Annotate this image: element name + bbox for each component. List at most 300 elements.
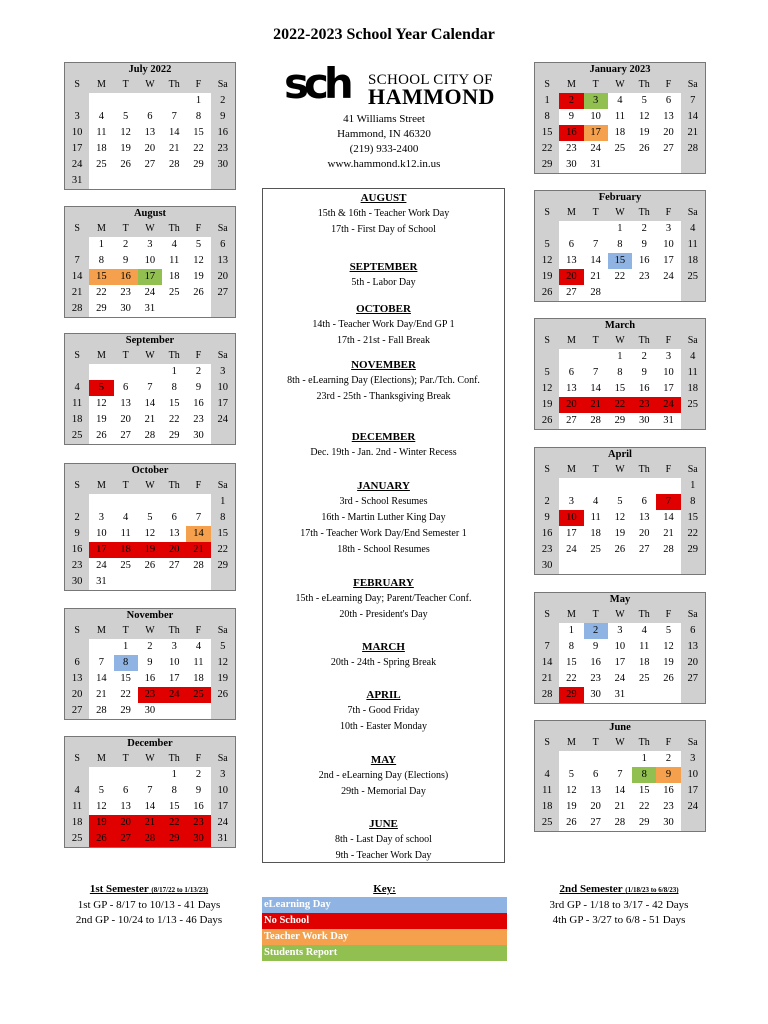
weekday-label: S — [535, 77, 559, 93]
day-cell: 4 — [641, 625, 647, 636]
day-cell: 18 — [590, 528, 601, 539]
empty-cell — [186, 494, 210, 510]
day-cell: 12 — [144, 528, 156, 539]
day-cell: 14 — [65, 269, 89, 285]
day-cell: 20 — [144, 143, 156, 154]
day-cell: 12 — [663, 641, 674, 652]
event-month-heading: JANUARY — [357, 480, 410, 492]
day-cell: 23 — [566, 143, 577, 154]
weekday-label: S — [65, 623, 89, 639]
weekday-label: Sa — [211, 221, 235, 237]
day-cell: 15 — [614, 383, 626, 394]
day-cell: 10 — [211, 380, 235, 396]
weekday-label: T — [584, 735, 608, 751]
empty-cell — [584, 751, 608, 767]
day-cell: 8 — [98, 255, 105, 266]
weekday-label: W — [608, 333, 632, 349]
day-cell: 24 — [614, 673, 626, 684]
day-cell: 1 — [535, 93, 559, 109]
day-cell: 28 — [590, 287, 601, 298]
week-row — [535, 93, 705, 109]
day-cell: 12 — [96, 801, 107, 812]
day-cell: 10 — [211, 783, 235, 799]
event-line: 2nd - eLearning Day (Elections) — [318, 770, 449, 781]
day-cell: 25 — [65, 428, 89, 444]
day-cell: 18 — [614, 127, 626, 138]
day-cell: 16 — [114, 269, 138, 285]
event-line: 9th - Teacher Work Day — [335, 850, 432, 861]
day-cell: 26 — [96, 430, 107, 441]
empty-cell — [114, 173, 138, 189]
day-cell: 30 — [144, 705, 156, 716]
event-section — [263, 302, 504, 349]
day-cell: 3 — [665, 223, 672, 234]
weekday-label: S — [535, 607, 559, 623]
week-row — [65, 93, 235, 109]
event-line: 8th - eLearning Day (Elections); Par./Tch. Conf. — [287, 375, 480, 386]
day-cell: 22 — [614, 271, 626, 282]
day-cell: 9 — [641, 367, 647, 378]
weekday-label: T — [114, 751, 138, 767]
empty-cell — [162, 703, 186, 719]
week-row — [535, 815, 705, 831]
day-cell: 26 — [144, 560, 156, 571]
week-row — [535, 349, 705, 365]
day-cell: 9 — [656, 767, 680, 783]
day-cell: 16 — [559, 125, 583, 141]
day-cell: 6 — [593, 769, 599, 780]
empty-cell — [114, 494, 138, 510]
day-cell: 8 — [617, 367, 623, 378]
day-cell: 26 — [638, 143, 650, 154]
day-cell: 28 — [590, 415, 601, 426]
day-cell: 13 — [566, 383, 577, 394]
day-cell: 17 — [168, 673, 180, 684]
day-cell: 9 — [535, 510, 559, 526]
day-cell: 22 — [681, 526, 705, 542]
empty-cell — [559, 751, 583, 767]
weekday-label: T — [114, 77, 138, 93]
day-cell: 25 — [681, 269, 705, 285]
empty-cell — [559, 478, 583, 494]
day-cell: 5 — [195, 239, 202, 250]
weekday-label: S — [65, 751, 89, 767]
day-cell: 26 — [89, 831, 113, 847]
day-cell: 4 — [98, 111, 105, 122]
day-cell: 7 — [65, 253, 89, 269]
day-cell: 20 — [162, 542, 186, 558]
day-cell: 23 — [535, 542, 559, 558]
day-cell: 2 — [195, 769, 202, 780]
day-cell: 21 — [584, 397, 608, 413]
event-section — [263, 260, 504, 291]
event-line: 16th - Martin Luther King Day — [321, 512, 446, 523]
address-phone: (219) 933-2400 — [349, 143, 419, 155]
day-cell: 16 — [193, 801, 204, 812]
month-calendar-september — [64, 333, 236, 445]
weekday-label: Sa — [211, 623, 235, 639]
key-teacher-work-day: Teacher Work Day — [262, 929, 507, 945]
weekday-label: Th — [632, 735, 656, 751]
empty-cell — [211, 428, 235, 444]
day-cell: 4 — [681, 349, 705, 365]
day-cell: 22 — [162, 815, 186, 831]
day-cell: 26 — [535, 413, 559, 429]
day-cell: 8 — [535, 109, 559, 125]
empty-cell — [65, 767, 89, 783]
event-line: 20th - 24th - Spring Break — [330, 657, 437, 668]
day-cell: 24 — [144, 287, 156, 298]
day-cell: 24 — [96, 560, 107, 571]
day-cell: 25 — [614, 143, 626, 154]
day-cell: 23 — [590, 673, 601, 684]
day-cell: 9 — [211, 109, 235, 125]
day-cell: 2 — [65, 510, 89, 526]
week-row — [65, 831, 235, 847]
month-name: August — [65, 207, 235, 221]
day-cell: 30 — [590, 689, 601, 700]
day-cell: 20 — [114, 815, 138, 831]
event-line: 5th - Labor Day — [351, 277, 416, 288]
day-cell: 1 — [123, 641, 129, 652]
day-cell: 13 — [663, 111, 674, 122]
day-cell: 27 — [566, 415, 577, 426]
day-cell: 31 — [65, 173, 89, 189]
day-cell: 23 — [193, 414, 204, 425]
month-name: July 2022 — [65, 63, 235, 77]
day-cell: 27 — [114, 831, 138, 847]
day-cell: 21 — [614, 801, 626, 812]
day-cell: 20 — [590, 801, 601, 812]
day-cell: 17 — [584, 125, 608, 141]
day-cell: 10 — [614, 641, 626, 652]
week-row — [535, 639, 705, 655]
month-calendar-july — [64, 62, 236, 190]
day-cell: 23 — [638, 271, 650, 282]
empty-cell — [535, 221, 559, 237]
day-cell: 20 — [211, 269, 235, 285]
day-cell: 12 — [535, 253, 559, 269]
day-cell: 5 — [98, 785, 105, 796]
weekday-label: Sa — [211, 478, 235, 494]
weekday-label: T — [584, 333, 608, 349]
weekday-label: M — [559, 77, 583, 93]
logo-line1: SCHOOL CITY OF — [368, 72, 493, 88]
empty-cell — [632, 558, 656, 574]
weekday-label: Th — [162, 478, 186, 494]
day-cell: 3 — [681, 751, 705, 767]
day-cell: 28 — [663, 544, 674, 555]
day-cell: 7 — [147, 785, 153, 796]
day-cell: 25 — [638, 673, 650, 684]
day-cell: 30 — [535, 558, 559, 574]
weekday-label: Th — [632, 607, 656, 623]
day-cell: 23 — [211, 141, 235, 157]
day-cell: 19 — [535, 269, 559, 285]
day-cell: 8 — [632, 767, 656, 783]
empty-cell — [535, 623, 559, 639]
day-cell: 25 — [96, 159, 107, 170]
week-row — [65, 542, 235, 558]
day-cell: 14 — [96, 673, 107, 684]
day-cell: 24 — [566, 544, 577, 555]
day-cell: 10 — [590, 111, 601, 122]
month-name: October — [65, 464, 235, 478]
event-line: 7th - Good Friday — [347, 705, 420, 716]
empty-cell — [632, 478, 656, 494]
day-cell: 25 — [120, 560, 131, 571]
empty-cell — [65, 93, 89, 109]
day-cell: 10 — [681, 767, 705, 783]
day-cell: 12 — [193, 255, 204, 266]
day-cell: 25 — [65, 831, 89, 847]
day-cell: 4 — [123, 512, 129, 523]
weekday-label: Sa — [681, 607, 705, 623]
event-month-heading: JUNE — [369, 818, 398, 830]
month-calendar-april — [534, 447, 706, 575]
weekday-header — [535, 205, 705, 221]
day-cell: 1 — [171, 366, 177, 377]
day-cell: 21 — [168, 143, 180, 154]
day-cell: 13 — [590, 785, 601, 796]
event-line: 18th - School Resumes — [337, 544, 430, 555]
event-line: 3rd - School Resumes — [339, 496, 428, 507]
day-cell: 14 — [590, 255, 601, 266]
weekday-label: F — [656, 205, 680, 221]
day-cell: 18 — [168, 271, 180, 282]
day-cell: 27 — [120, 430, 131, 441]
weekday-label: S — [535, 333, 559, 349]
month-calendar-august — [64, 206, 236, 318]
empty-cell — [535, 349, 559, 365]
week-row — [65, 526, 235, 542]
address-website: www.hammond.k12.in.us — [327, 158, 441, 170]
day-cell: 11 — [535, 783, 559, 799]
day-cell: 13 — [120, 801, 131, 812]
empty-cell — [138, 93, 162, 109]
day-cell: 4 — [195, 641, 202, 652]
day-cell: 25 — [168, 287, 180, 298]
month-calendar-october — [64, 463, 236, 591]
day-cell: 30 — [65, 574, 89, 590]
day-cell: 10 — [96, 528, 107, 539]
weekday-label: F — [656, 462, 680, 478]
day-cell: 19 — [566, 801, 577, 812]
day-cell: 6 — [123, 785, 129, 796]
day-cell: 11 — [65, 799, 89, 815]
week-row — [535, 767, 705, 783]
weekday-label: T — [584, 607, 608, 623]
semester2-block — [534, 882, 704, 928]
event-section — [263, 479, 504, 558]
day-cell: 11 — [120, 528, 131, 539]
day-cell: 16 — [65, 542, 89, 558]
day-cell: 6 — [123, 382, 129, 393]
weekday-label: M — [89, 751, 113, 767]
day-cell: 21 — [65, 285, 89, 301]
day-cell: 18 — [96, 143, 107, 154]
weekday-label: F — [656, 333, 680, 349]
weekday-label: T — [114, 478, 138, 494]
day-cell: 29 — [681, 542, 705, 558]
weekday-label: S — [65, 221, 89, 237]
day-cell: 1 — [98, 239, 105, 250]
day-cell: 27 — [168, 560, 180, 571]
week-row — [535, 751, 705, 767]
week-row — [535, 285, 705, 301]
day-cell: 28 — [681, 141, 705, 157]
weekday-label: S — [65, 77, 89, 93]
day-cell: 26 — [193, 287, 204, 298]
day-cell: 27 — [681, 671, 705, 687]
day-cell: 11 — [96, 127, 107, 138]
event-line: 15th & 16th - Teacher Work Day — [317, 208, 450, 219]
day-cell: 27 — [638, 544, 650, 555]
day-cell: 7 — [98, 657, 105, 668]
day-cell: 5 — [535, 237, 559, 253]
day-cell: 13 — [65, 671, 89, 687]
day-cell: 1 — [681, 478, 705, 494]
semester1-gp2: 2nd GP - 10/24 to 1/13 - 46 Days — [75, 914, 223, 926]
day-cell: 5 — [123, 111, 129, 122]
empty-cell — [681, 413, 705, 429]
day-cell: 26 — [120, 159, 131, 170]
page-title: 2022-2023 School Year Calendar — [273, 26, 495, 43]
day-cell: 13 — [168, 528, 180, 539]
week-row — [535, 397, 705, 413]
day-cell: 21 — [186, 542, 210, 558]
day-cell: 8 — [681, 494, 705, 510]
weekday-label: Th — [632, 205, 656, 221]
week-row — [65, 671, 235, 687]
day-cell: 16 — [590, 657, 601, 668]
day-cell: 14 — [590, 383, 601, 394]
week-row — [535, 125, 705, 141]
event-line: 14th - Teacher Work Day/End GP 1 — [312, 319, 455, 330]
event-line: 17th - First Day of School — [331, 224, 436, 235]
day-cell: 10 — [144, 255, 156, 266]
weekday-label: M — [559, 735, 583, 751]
weekday-label: W — [138, 623, 162, 639]
empty-cell — [162, 301, 186, 317]
empty-cell — [138, 173, 162, 189]
weekday-label: F — [656, 607, 680, 623]
week-row — [535, 542, 705, 558]
day-cell: 2 — [559, 93, 583, 109]
weekday-label: W — [138, 348, 162, 364]
empty-cell — [186, 301, 210, 317]
day-cell: 18 — [638, 657, 650, 668]
day-cell: 19 — [535, 397, 559, 413]
week-row — [535, 510, 705, 526]
semester1-title: 1st Semester (8/17/22 to 1/13/23) — [89, 883, 209, 895]
event-month-heading: MAY — [370, 754, 397, 766]
weekday-label: M — [559, 205, 583, 221]
day-cell: 5 — [641, 95, 647, 106]
weekday-header — [535, 462, 705, 478]
day-cell: 26 — [663, 673, 674, 684]
events-list — [262, 188, 505, 863]
month-calendar-january — [534, 62, 706, 174]
day-cell: 21 — [144, 414, 156, 425]
event-line: 17th - 21st - Fall Break — [336, 335, 431, 346]
week-row — [535, 237, 705, 253]
day-cell: 15 — [535, 125, 559, 141]
month-name: June — [535, 721, 705, 735]
weekday-header — [65, 221, 235, 237]
empty-cell — [65, 494, 89, 510]
day-cell: 11 — [590, 512, 601, 523]
key-no-school: No School — [262, 913, 507, 929]
empty-cell — [632, 285, 656, 301]
month-calendar-march — [534, 318, 706, 430]
day-cell: 29 — [193, 159, 204, 170]
weekday-header — [535, 735, 705, 751]
day-cell: 22 — [120, 689, 131, 700]
day-cell: 11 — [681, 365, 705, 381]
logo-line2: HAMMOND — [368, 84, 495, 109]
day-cell: 19 — [211, 671, 235, 687]
day-cell: 1 — [617, 223, 623, 234]
weekday-label: Sa — [211, 348, 235, 364]
day-cell: 20 — [638, 528, 650, 539]
event-line: 23rd - 25th - Thanksgiving Break — [316, 391, 451, 402]
day-cell: 20 — [65, 687, 89, 703]
day-cell: 27 — [211, 285, 235, 301]
day-cell: 6 — [568, 239, 575, 250]
day-cell: 18 — [681, 253, 705, 269]
day-cell: 2 — [641, 351, 647, 362]
week-row — [535, 799, 705, 815]
week-row — [535, 109, 705, 125]
key-title: Key: — [373, 883, 396, 895]
day-cell: 20 — [120, 414, 131, 425]
day-cell: 6 — [568, 367, 575, 378]
weekday-label: W — [138, 77, 162, 93]
empty-cell — [681, 157, 705, 173]
weekday-label: Sa — [681, 462, 705, 478]
day-cell: 4 — [681, 221, 705, 237]
empty-cell — [656, 285, 680, 301]
week-row — [65, 655, 235, 671]
weekday-label: T — [114, 623, 138, 639]
day-cell: 1 — [641, 753, 647, 764]
day-cell: 11 — [614, 111, 625, 122]
day-cell: 24 — [211, 412, 235, 428]
day-cell: 8 — [195, 111, 202, 122]
month-name: March — [535, 319, 705, 333]
event-line: 8th - Last Day of school — [335, 834, 432, 845]
day-cell: 21 — [590, 271, 601, 282]
event-month-heading: APRIL — [366, 689, 401, 701]
empty-cell — [138, 364, 162, 380]
day-cell: 3 — [617, 625, 623, 636]
empty-cell — [162, 173, 186, 189]
day-cell: 22 — [211, 542, 235, 558]
address-street: 41 Williams Street — [343, 113, 425, 125]
day-cell: 16 — [211, 125, 235, 141]
day-cell: 1 — [171, 769, 177, 780]
empty-cell — [138, 574, 162, 590]
day-cell: 3 — [584, 93, 608, 109]
school-logo — [284, 59, 496, 109]
day-cell: 19 — [663, 657, 674, 668]
empty-cell — [89, 639, 113, 655]
month-name: April — [535, 448, 705, 462]
day-cell: 1 — [568, 625, 575, 636]
day-cell: 6 — [147, 111, 153, 122]
empty-cell — [114, 767, 138, 783]
